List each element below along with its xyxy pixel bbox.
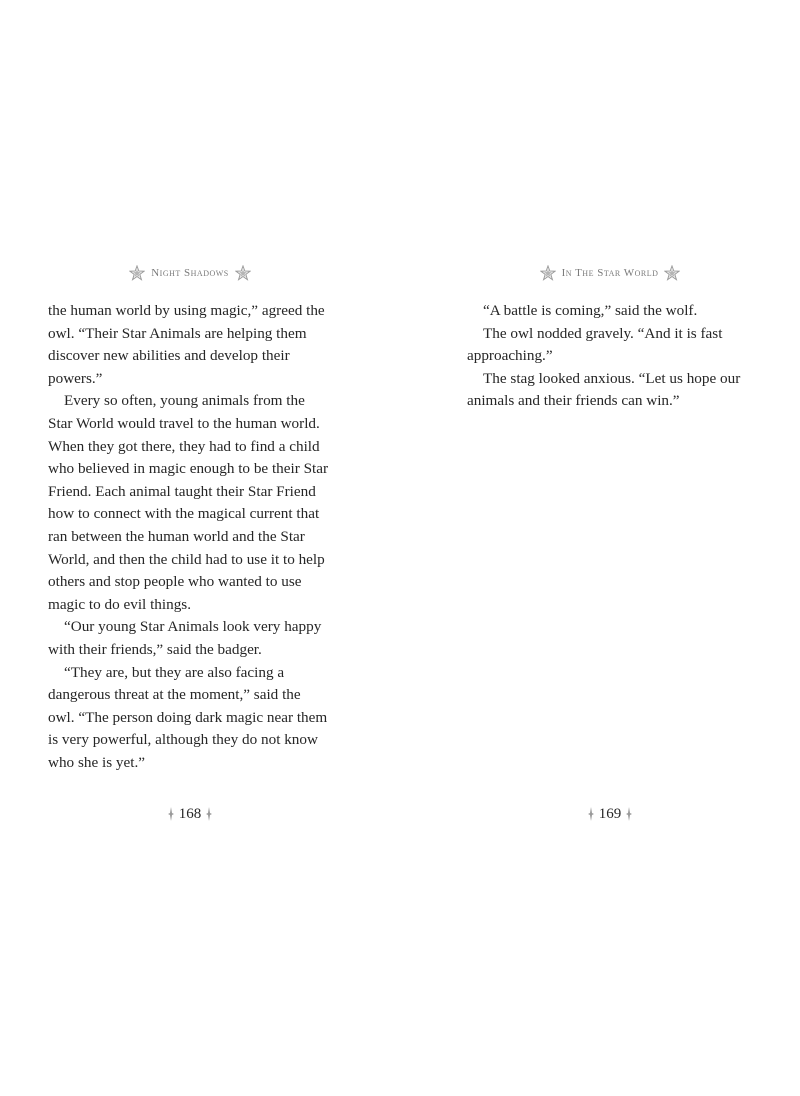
star-icon [664, 265, 680, 281]
star-icon [235, 265, 251, 281]
sparkle-icon [205, 806, 213, 822]
sparkle-icon [167, 806, 175, 822]
running-head-title: Night Shadows [151, 267, 229, 279]
paragraph: “Our young Star Animals look very happy with their friends,” said the badger. [48, 618, 322, 658]
page-number-text: 169 [598, 805, 622, 822]
paragraph: The owl nodded gravely. “And it is fast approaching.” [467, 324, 723, 365]
paragraph: “They are, but they are also facing a dangerous threat at the moment,” said the owl. “The person doing dark magic near them is very powerful, although they do not know who she is yet.” [48, 663, 328, 771]
body-text [467, 300, 749, 413]
paragraph: Every so often, young animals from the Star World would travel to the human world. When they got there, they had to find a child who believed in magic enough to be their Star Friend. Each animal taught their Star Friend how to connect with the magical current that ran between the human world and the Star World, and then the child had to use it to help others and stop people who wanted to use magic to do evil things. [48, 392, 329, 613]
running-head-title: In The Star World [561, 267, 659, 279]
sparkle-icon [587, 806, 595, 822]
running-head [100, 263, 280, 283]
page-number [140, 804, 240, 824]
paragraph: “A battle is coming,” said the wolf. [483, 302, 698, 319]
paragraph: the human world by using magic,” agreed the owl. “Their Star Animals are helping them discover new abilities and develop their powers.” [48, 302, 325, 387]
body-text [48, 300, 330, 774]
page-number [560, 804, 660, 824]
running-head [520, 263, 700, 283]
right-page [400, 0, 800, 1096]
sparkle-icon [625, 806, 633, 822]
paragraph: The stag looked anxious. “Let us hope our animals and their friends can win.” [467, 369, 741, 410]
star-icon [129, 265, 145, 281]
star-icon [540, 265, 556, 281]
page-number-text: 168 [178, 805, 202, 822]
